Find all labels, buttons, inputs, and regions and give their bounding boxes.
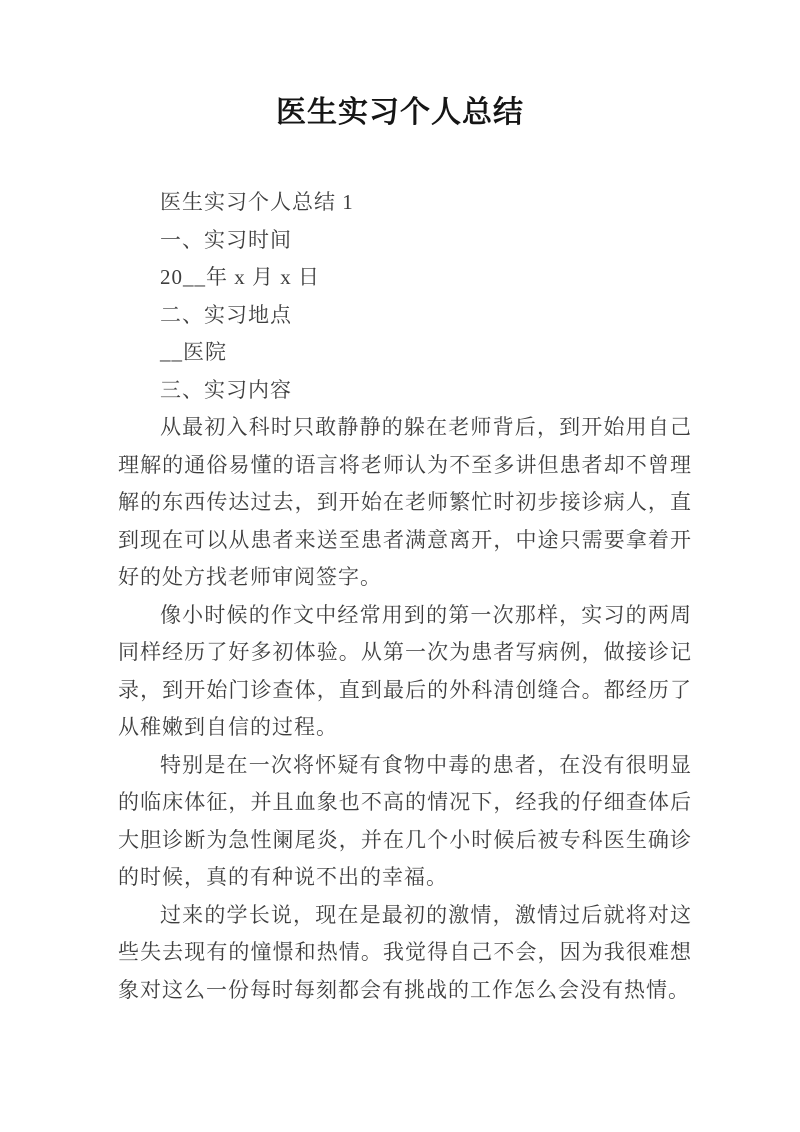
- paragraph-internship-location: __医院: [160, 340, 227, 364]
- paragraph-section-3-heading: 三、实习内容: [160, 377, 292, 402]
- paragraph-subtitle: 医生实习个人总结 1: [160, 190, 354, 214]
- paragraph-section-1-heading: 一、实习时间: [160, 227, 292, 252]
- page-title: 医生实习个人总结: [276, 96, 524, 129]
- paragraph-section-2-heading: 二、实习地点: [160, 302, 292, 327]
- document-body: [118, 184, 692, 1009]
- paragraph-internship-date: 20__年 x 月 x 日: [160, 265, 320, 289]
- paragraph-body-3: 特别是在一次将怀疑有食物中毒的患者，在没有很明显的临床体征，并且血象也不高的情况下，经我的仔细查体后大胆诊断为急性阑尾炎，并在几个小时候后被专科医生确诊的时候，真的有种说不出的幸福。: [118, 752, 692, 889]
- paragraph-body-4: 过来的学长说，现在是最初的激情，激情过后就将对这些失去现有的憧憬和热情。我觉得自己不会，因为我很难想象对这么一份每时每刻都会有挑战的工作怎么会没有热情。: [118, 902, 692, 1002]
- paragraph-body-1: 从最初入科时只敢静静的躲在老师背后，到开始用自己理解的通俗易懂的语言将老师认为不至多讲但患者却不曾理解的东西传达过去，到开始在老师繁忙时初步接诊病人，直到现在可以从患者来送至患者满意离开，中途只需要拿着开好的处方找老师审阅签字。: [118, 415, 692, 589]
- paragraph-body-2: 像小时候的作文中经常用到的第一次那样，实习的两周同样经历了好多初体验。从第一次为患者写病例，做接诊记录，到开始门诊查体，直到最后的外科清创缝合。都经历了从稚嫩到自信的过程。: [118, 602, 692, 739]
